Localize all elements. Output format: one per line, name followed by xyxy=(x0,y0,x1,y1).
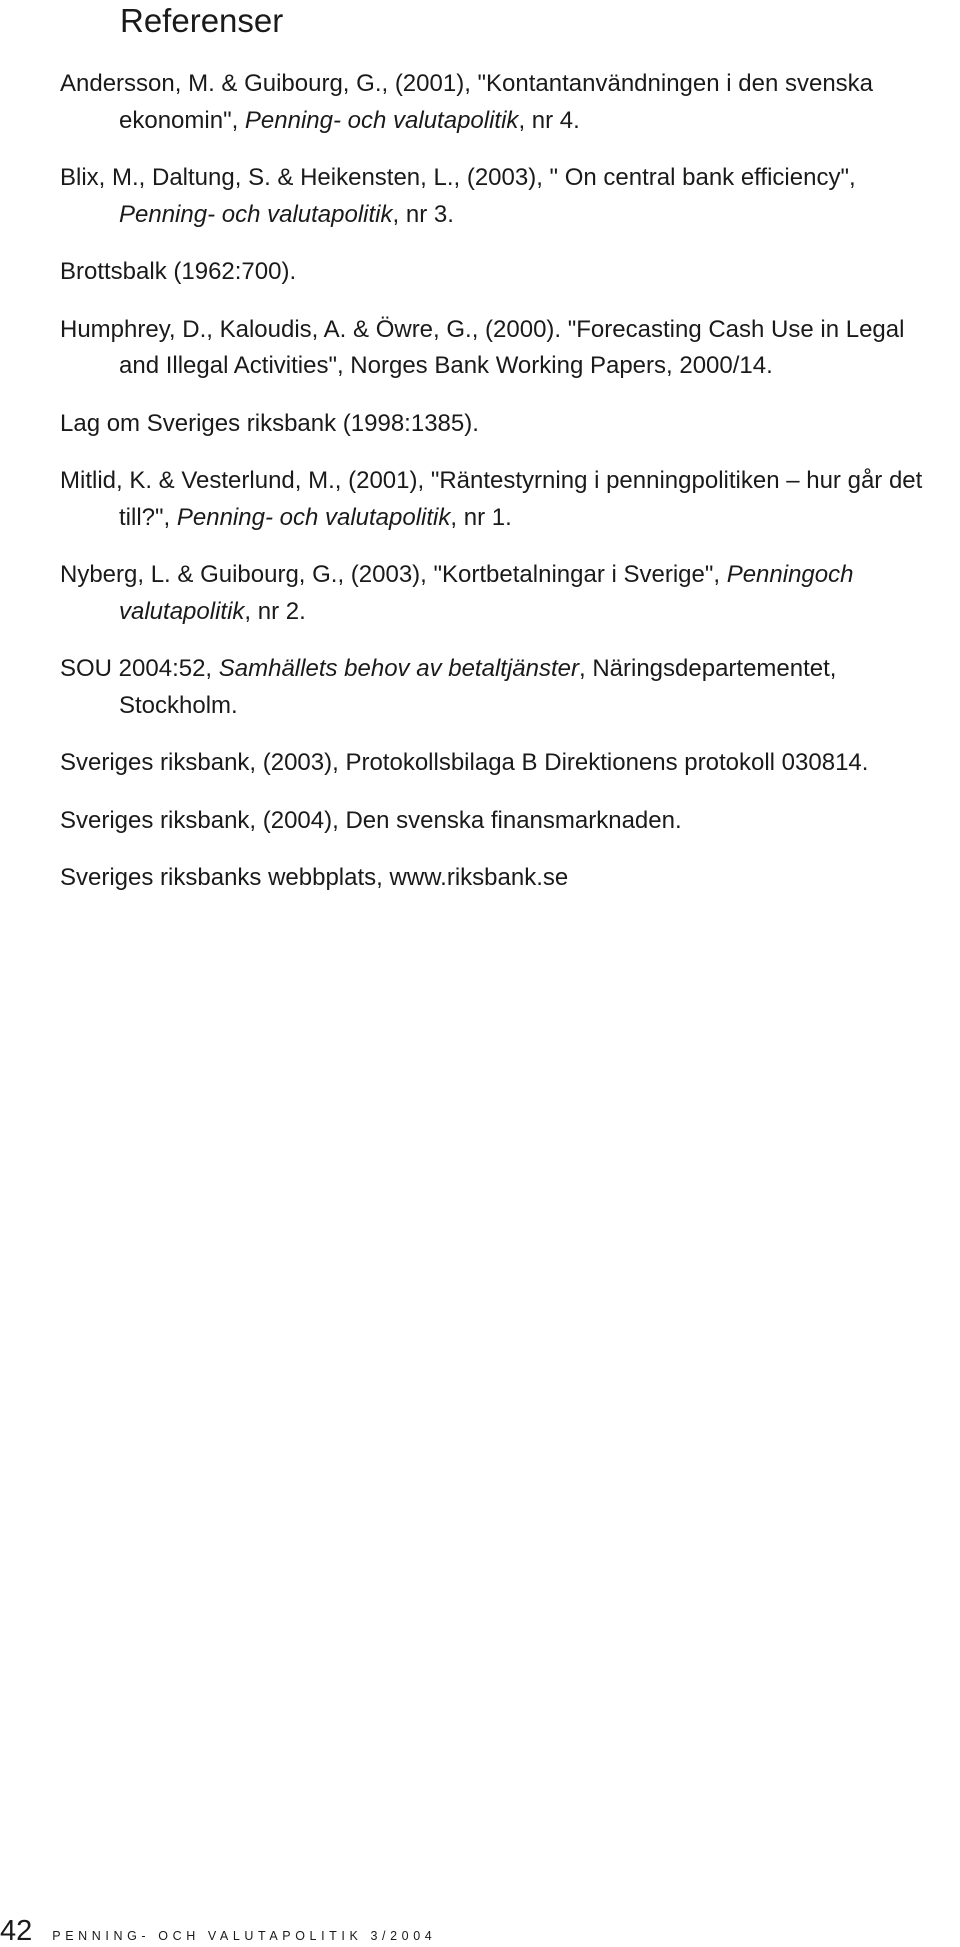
reference-list xyxy=(60,66,945,918)
reference-journal: Penning- och valutapolitik xyxy=(119,200,393,228)
reference-item xyxy=(60,406,945,443)
reference-text: Sveriges riksbanks webbplats, www.riksbank.se xyxy=(60,864,569,891)
reference-text: Brottsbalk (1962:700). xyxy=(60,258,297,285)
reference-text: SOU 2004:52, xyxy=(60,655,219,682)
reference-issue: , Näringsdepartementet, Stockholm. xyxy=(119,655,837,719)
reference-item xyxy=(60,803,945,840)
reference-issue: , nr 3. xyxy=(392,200,454,228)
running-head: PENNING- OCH VALUTAPOLITIK 3/2004 xyxy=(52,1929,437,1943)
page-footer xyxy=(0,1915,437,1947)
reference-journal: Penning- och valutapolitik xyxy=(244,106,519,134)
reference-item xyxy=(60,312,945,385)
reference-item xyxy=(60,651,945,724)
reference-journal: Samhällets behov av betaltjänster xyxy=(218,655,579,682)
reference-text: Lag om Sveriges riksbank (1998:1385). xyxy=(60,409,479,437)
reference-item xyxy=(60,254,945,291)
reference-issue: , nr 4. xyxy=(518,106,580,134)
reference-text: Blix, M., Daltung, S. & Heikensten, L., (2003), " On central bank efficiency", xyxy=(60,164,856,191)
reference-text: Sveriges riksbank, (2003), Protokollsbilaga B Direktionens protokoll 030814. xyxy=(60,749,869,776)
reference-item xyxy=(60,557,945,630)
reference-journal: Penning- och valutapolitik xyxy=(176,503,451,531)
reference-text: Andersson, M. & Guibourg, G., (2001), "Kontantanvändningen i den svenska ekonomin", xyxy=(60,70,874,134)
page-number: 42 xyxy=(0,1915,33,1947)
reference-item xyxy=(60,463,945,536)
reference-item xyxy=(60,66,945,139)
reference-text: Mitlid, K. & Vesterlund, M., (2001), "Räntestyrning i penningpolitiken – hur går det till?", xyxy=(60,467,923,531)
page-title: Referenser xyxy=(120,2,284,39)
reference-text: Nyberg, L. & Guibourg, G., (2003), "Kortbetalningar i Sverige", xyxy=(60,561,727,588)
reference-journal: Penningoch valutapolitik xyxy=(119,561,854,625)
reference-item xyxy=(60,160,945,233)
reference-issue: , nr 2. xyxy=(244,597,306,625)
reference-item xyxy=(60,860,945,897)
reference-text: Sveriges riksbank, (2004), Den svenska finansmarknaden. xyxy=(60,806,682,834)
reference-text: Humphrey, D., Kaloudis, A. & Öwre, G., (2000). "Forecasting Cash Use in Legal and Illegal Activities", Norges Bank Working Papers, 2000/14. xyxy=(60,315,905,379)
reference-issue: , nr 1. xyxy=(450,503,512,531)
reference-item xyxy=(60,745,945,782)
